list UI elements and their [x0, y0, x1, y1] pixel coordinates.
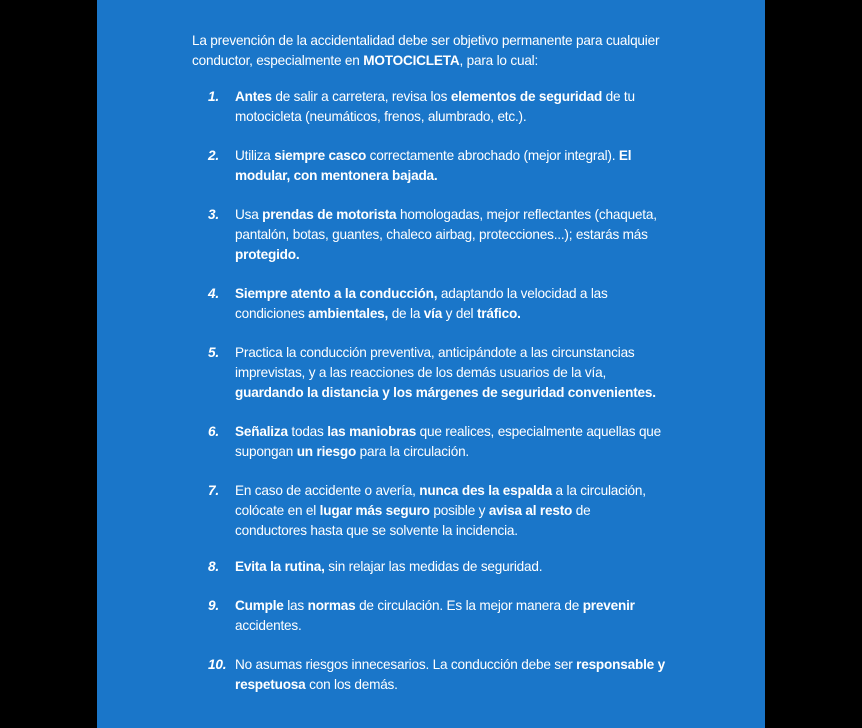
document-panel [97, 0, 765, 728]
rule-text-part: posible y [429, 503, 489, 518]
rule-item [192, 343, 665, 403]
rule-text-bold: vía [423, 306, 443, 321]
rule-text-bold: Antes [235, 89, 272, 104]
rule-text-part: y del [442, 306, 477, 321]
rule-number: 8. [208, 559, 219, 574]
rule-text-bold: Siempre atento a la conducción, [235, 286, 438, 301]
rule-text-bold: las maniobras [327, 424, 417, 439]
rule-text [235, 598, 635, 633]
rule-text [235, 286, 608, 321]
rule-item [192, 422, 665, 462]
rule-text-part: de conductores hasta que se solvente la incidencia. [235, 503, 591, 538]
rule-text-part: Utiliza [235, 148, 275, 163]
intro-paragraph [192, 31, 672, 71]
rule-number: 4. [208, 286, 219, 301]
intro-text-start: La prevención de la accidentalidad debe ser objetivo permanente para cualquier conductor, especialmente en [192, 33, 660, 68]
rule-text-bold: normas [307, 598, 356, 613]
rule-item [192, 596, 665, 636]
rule-text-part: que realices, especialmente aquellas que supongan [235, 424, 662, 459]
rule-number: 3. [208, 207, 219, 222]
rule-text-bold: ambientales, [308, 306, 389, 321]
rule-text [235, 424, 661, 459]
rule-text-part: correctamente abrochado (mejor integral). [366, 148, 619, 163]
rule-text-bold: Evita la rutina, [235, 559, 325, 574]
rule-text [235, 89, 635, 124]
rule-text-part: Practica la conducción preventiva, anticipándote a las circunstancias imprevistas, y a las reacciones de los demás usuarios de la vía, [235, 345, 635, 380]
rule-text-bold: protegido. [235, 247, 300, 262]
rule-text-part: de la [388, 306, 424, 321]
rule-text-part: accidentes. [235, 618, 302, 633]
rule-item [192, 655, 665, 695]
rule-text-part: de circulación. Es la mejor manera de [355, 598, 583, 613]
rule-text-bold: responsable y respetuosa [235, 657, 665, 692]
rule-text [235, 559, 542, 574]
rule-text-bold: nunca des la espalda [419, 483, 552, 498]
rule-number: 7. [208, 483, 219, 498]
rule-text [235, 345, 656, 400]
rule-text-part: Usa [235, 207, 263, 222]
rule-item [192, 87, 665, 127]
rule-text-part: las [283, 598, 308, 613]
rule-text-bold: lugar más seguro [319, 503, 430, 518]
rule-text-part: todas [287, 424, 328, 439]
rule-number: 6. [208, 424, 219, 439]
rule-text-part: a la circulación, colócate en el [235, 483, 646, 518]
rule-item [192, 557, 665, 577]
rule-text-bold: siempre casco [274, 148, 367, 163]
rule-text-part: En caso de accidente o avería, [235, 483, 420, 498]
rule-text-bold: prevenir [582, 598, 635, 613]
rule-number: 10. [208, 657, 227, 672]
rule-text-bold: un riesgo [296, 444, 357, 459]
rule-text-bold: El modular, con mentonera bajada. [235, 148, 632, 183]
rule-item [192, 146, 665, 186]
rule-text-bold: prendas de motorista [262, 207, 397, 222]
rule-item [192, 481, 665, 541]
rule-text-part: adaptando la velocidad a las condiciones [235, 286, 608, 321]
rule-text [235, 148, 631, 183]
rule-text-part: para la circulación. [356, 444, 470, 459]
rule-number: 9. [208, 598, 219, 613]
rule-text [235, 483, 646, 538]
rule-item [192, 284, 665, 324]
rule-text-part: de tu motocicleta (neumáticos, frenos, alumbrado, etc.). [235, 89, 635, 124]
intro-text-end: , para lo cual: [459, 53, 539, 68]
rule-text-bold: Señaliza [235, 424, 288, 439]
intro-emphasis: MOTOCICLETA [363, 53, 460, 68]
rule-text-bold: elementos de seguridad [450, 89, 603, 104]
rule-number: 1. [208, 89, 219, 104]
rule-item [192, 205, 665, 265]
rule-text-bold: Cumple [235, 598, 284, 613]
rule-number: 2. [208, 148, 219, 163]
rule-text-part: homologadas, mejor reflectantes (chaqueta, pantalón, botas, guantes, chaleco airbag, protecciones...); estarás más [235, 207, 657, 242]
rule-text-part: sin relajar las medidas de seguridad. [324, 559, 543, 574]
rule-text-bold: guardando la distancia y los márgenes de seguridad convenientes. [235, 385, 656, 400]
rule-text [235, 657, 665, 692]
rule-text-part: con los demás. [305, 677, 398, 692]
rule-text-bold: tráfico. [476, 306, 521, 321]
rule-text-part: No asumas riesgos innecesarios. La conducción debe ser [235, 657, 577, 672]
rule-text-part: de salir a carretera, revisa los [271, 89, 451, 104]
safety-rules-list [192, 87, 765, 695]
rule-text-bold: avisa al resto [488, 503, 573, 518]
rule-number: 5. [208, 345, 219, 360]
rule-text [235, 207, 657, 262]
